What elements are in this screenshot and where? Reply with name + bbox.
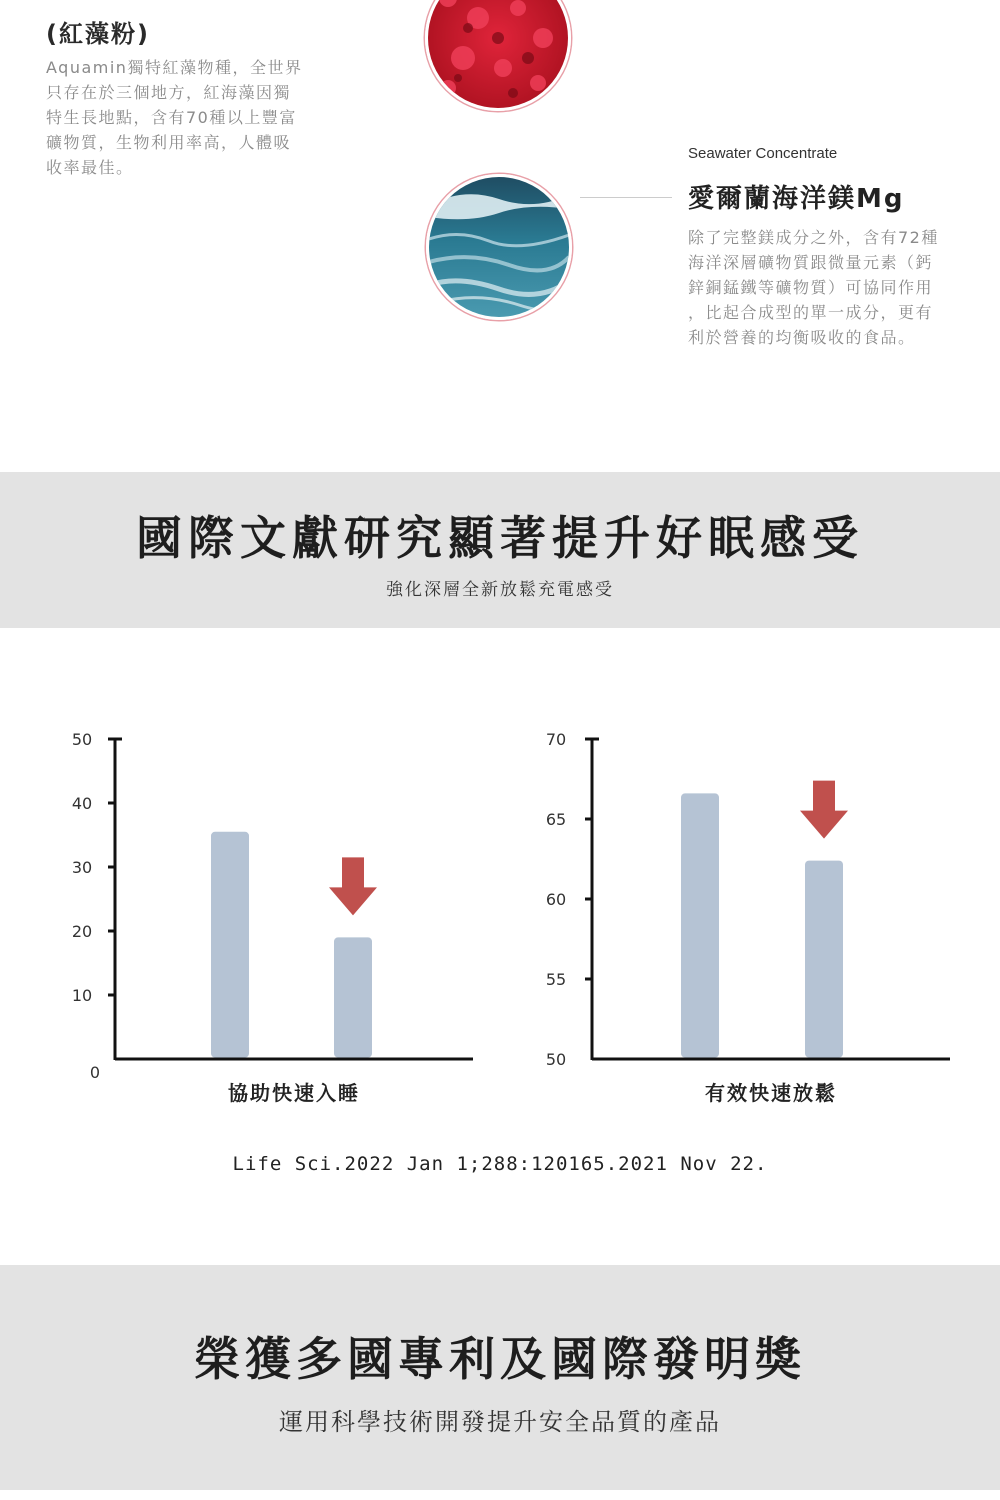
- seawater-line: 海洋深層礦物質跟微量元素（鈣: [688, 253, 934, 272]
- y-tick-label: 65: [545, 810, 567, 829]
- y-tick-label: 0: [89, 1063, 101, 1082]
- patent-heading: 榮獲多國專利及國際發明獎: [194, 1332, 806, 1386]
- seawater-subtitle: Seawater Concentrate: [688, 145, 838, 162]
- red-algae-line: 礦物質，生物利用率高，人體吸: [46, 133, 292, 152]
- seawater-line: 鋅銅錳鐵等礦物質）可協同作用: [688, 278, 934, 297]
- research-subheading: 強化深層全新放鬆充電感受: [386, 580, 614, 600]
- y-tick-label: 50: [71, 730, 93, 749]
- reference-citation: Life Sci.2022 Jan 1;288:120165.2021 Nov 22.: [232, 1153, 768, 1175]
- bar: [681, 793, 719, 1057]
- patent-subheading: 運用科學技術開發提升安全品質的產品: [279, 1408, 721, 1436]
- red-algae-line: Aquamin獨特紅藻物種，全世界: [46, 58, 303, 77]
- red-algae-image: [425, 0, 571, 111]
- seawater-line: 除了完整鎂成分之外，含有72種: [688, 228, 939, 247]
- connector-line: [580, 197, 672, 198]
- bar: [805, 861, 843, 1058]
- x-axis-label: 有效快速放鬆: [705, 1081, 837, 1105]
- bar: [334, 937, 372, 1057]
- ocean-wave-texture: [429, 177, 569, 317]
- red-algae-texture: [428, 0, 568, 108]
- red-algae-line: 只存在於三個地方，紅海藻因獨: [46, 83, 292, 102]
- y-tick-label: 40: [71, 794, 93, 813]
- chart-fall-asleep: [72, 730, 473, 1105]
- y-tick-label: 50: [545, 1050, 567, 1069]
- research-banner: [0, 472, 1000, 628]
- y-tick-label: 70: [545, 730, 567, 749]
- y-tick-label: 55: [545, 970, 567, 989]
- research-heading: 國際文獻研究顯著提升好眠感受: [136, 511, 864, 565]
- red-algae-line: 特生長地點，含有70種以上豐富: [46, 108, 297, 127]
- y-tick-label: 10: [71, 986, 93, 1005]
- bar-charts: [0, 700, 1000, 1120]
- down-arrow-icon: [800, 781, 848, 839]
- seawater-image: [426, 174, 572, 320]
- patent-banner: [0, 1265, 1000, 1490]
- seawater-description: [688, 225, 978, 350]
- seawater-line: ，比起合成型的單一成分，更有: [688, 303, 934, 322]
- chart-relaxation: [546, 730, 950, 1105]
- red-algae-description: [46, 55, 336, 180]
- x-axis-label: 協助快速入睡: [228, 1081, 360, 1105]
- y-tick-label: 30: [71, 858, 93, 877]
- bar: [211, 832, 249, 1058]
- seawater-line: 利於營養的均衡吸收的食品。: [688, 328, 916, 347]
- y-tick-label: 20: [71, 922, 93, 941]
- down-arrow-icon: [329, 857, 377, 915]
- y-tick-label: 60: [545, 890, 567, 909]
- red-algae-title: (紅藻粉): [46, 20, 150, 48]
- red-algae-line: 收率最佳。: [46, 158, 134, 177]
- seawater-title: 愛爾蘭海洋鎂Mg: [688, 184, 905, 214]
